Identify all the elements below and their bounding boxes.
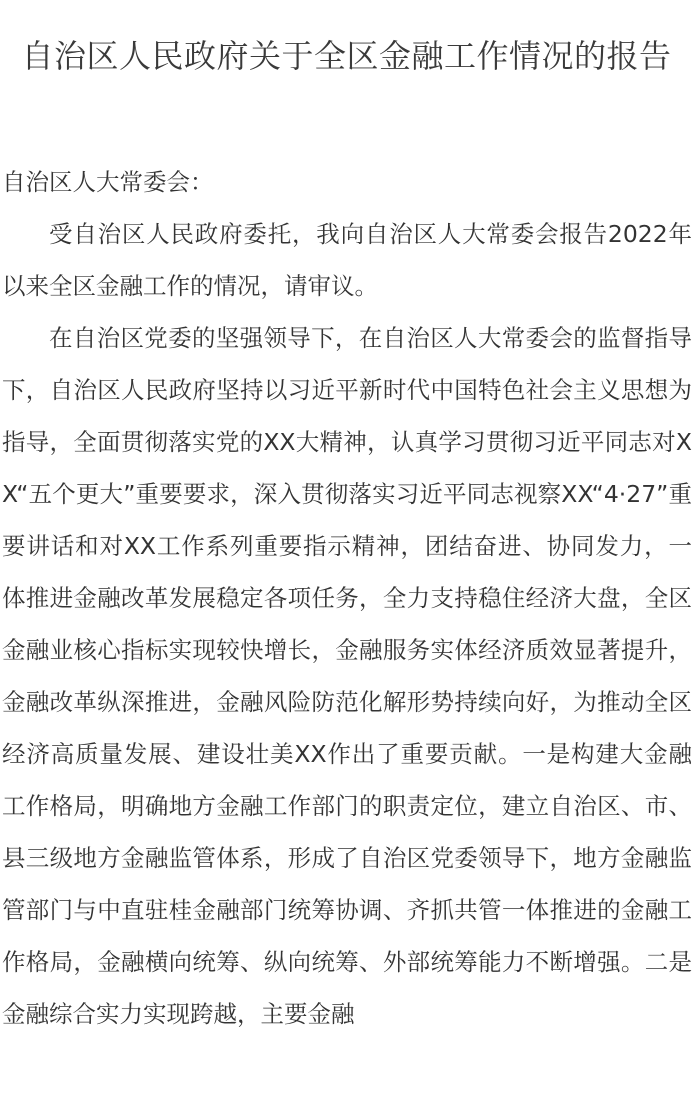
salutation: 自治区人大常委会： [2, 168, 214, 196]
document-title: 自治区人民政府关于全区金融工作情况的报告 [21, 37, 672, 75]
paragraph-entrustment: 受自治区人民政府委托，我向自治区人大常委会报告2022年以来全区金融工作的情况，请审议。 [2, 220, 692, 300]
document-body [2, 156, 692, 1040]
paragraph-overview: 在自治区党委的坚强领导下，在自治区人大常委会的监督指导下，自治区人民政府坚持以习近平新时代中国特色社会主义思想为指导，全面贯彻落实党的XX大精神，认真学习贯彻习近平同志对XX“五个更大”重要要求，深入贯彻落实习近平同志视察XX“4·27”重要讲话和对XX工作系列重要指示精神，团结奋进、协同发力，一体推进金融改革发展稳定各项任务，全力支持稳住经济大盘，全区金融业核心指标实现较快增长，金融服务实体经济质效显著提升，金融改革纵深推进，金融风险防范化解形势持续向好，为推动全区经济高质量发展、建设壮美XX作出了重要贡献。一是构建大金融工作格局，明确地方金融工作部门的职责定位，建立自治区、市、县三级地方金融监管体系，形成了自治区党委领导下，地方金融监管部门与中直驻桂金融部门统筹协调、齐抓共管一体推进的金融工作格局，金融横向统筹、纵向统筹、外部统筹能力不断增强。二是金融综合实力实现跨越，主要金融 [2, 324, 692, 1028]
